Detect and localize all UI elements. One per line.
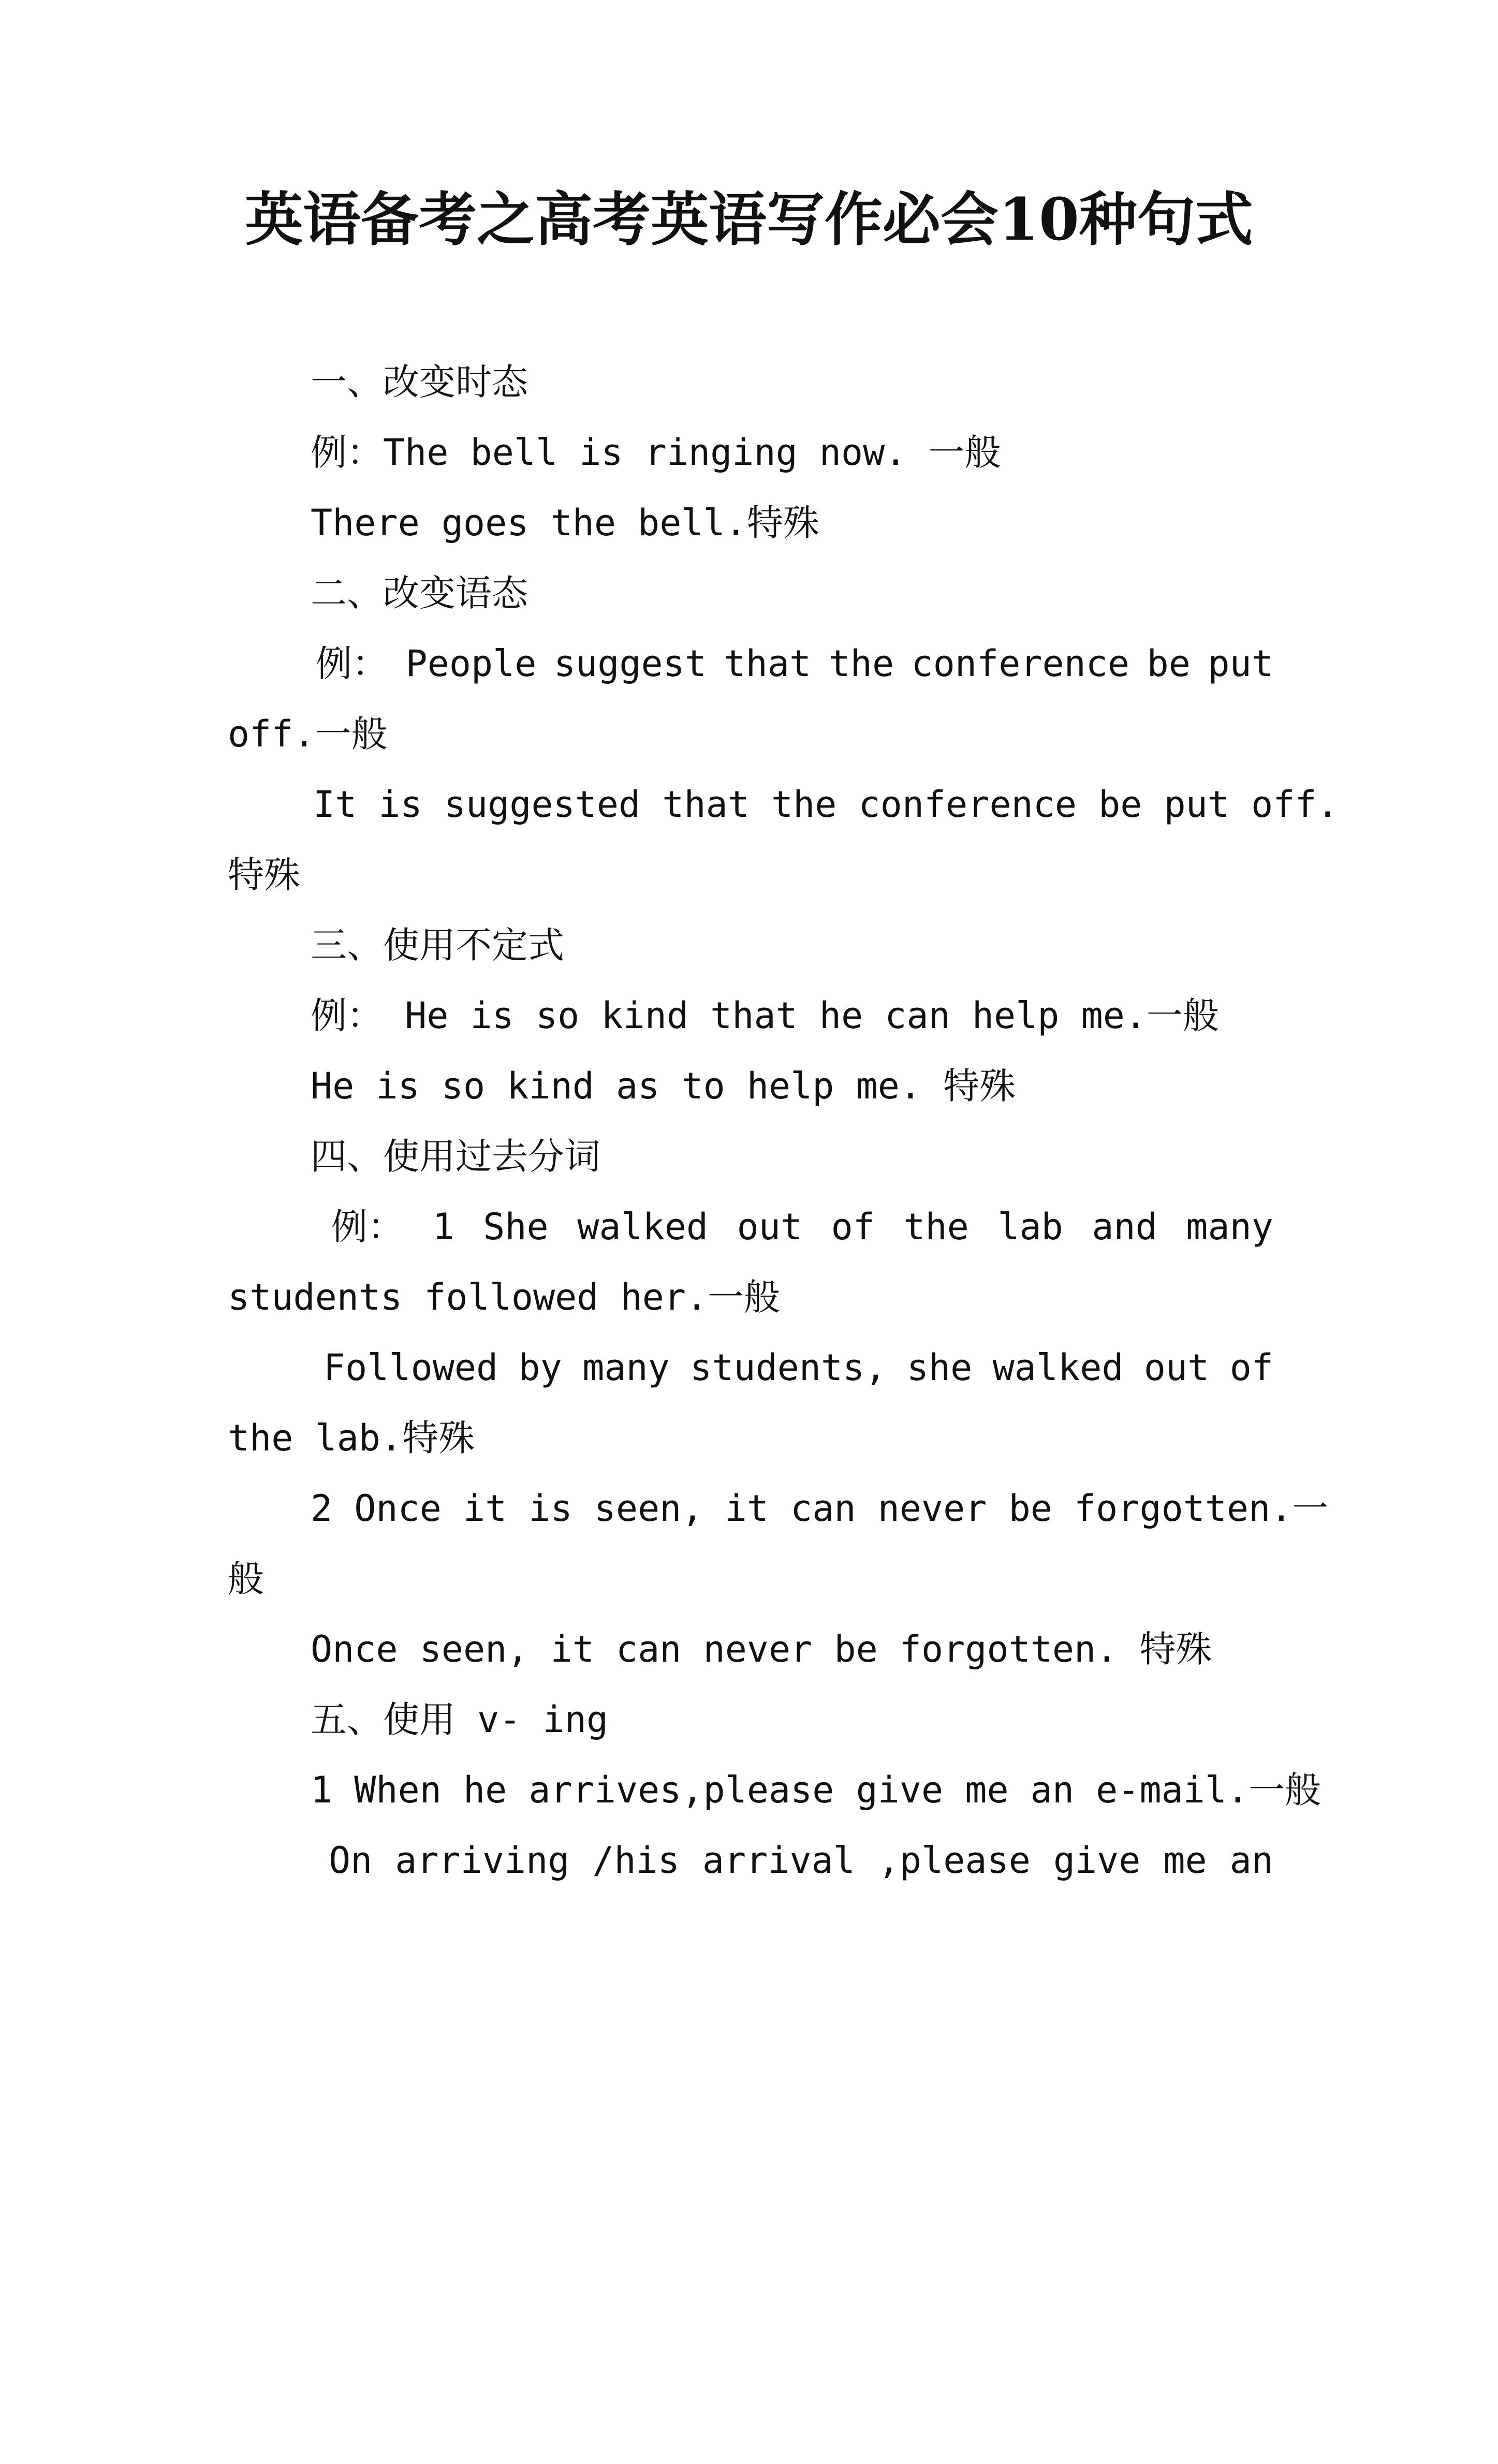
example-general-1: 例：The bell is ringing now. 一般 xyxy=(311,431,1001,474)
word: of xyxy=(1229,1346,1273,1389)
example-general-2-line1 xyxy=(316,628,1273,699)
word: walked xyxy=(992,1346,1124,1389)
example-special-4a-line1 xyxy=(324,1332,1273,1403)
word: give xyxy=(1053,1839,1141,1882)
example-special-2-line1: It is suggested that the conference be put off. xyxy=(313,783,1339,826)
example-special-4b: Once seen, it can never be forgotten. 特殊 xyxy=(311,1628,1212,1670)
word: me xyxy=(1163,1839,1207,1882)
example-special-4a-line2: the lab.特殊 xyxy=(228,1417,475,1459)
word: arrival xyxy=(702,1839,855,1882)
word: out xyxy=(737,1206,803,1248)
example-general-4a-line2: students followed her.一般 xyxy=(228,1276,781,1318)
word: the xyxy=(828,642,894,685)
example-general-4b-line1: 2 Once it is seen, it can never be forgotten.一 xyxy=(311,1487,1329,1530)
word: 例： xyxy=(316,642,388,685)
word: 例： xyxy=(331,1206,404,1248)
example-general-4b-line2: 般 xyxy=(228,1558,264,1600)
word: she xyxy=(906,1346,973,1389)
word: many xyxy=(582,1346,670,1389)
word: be xyxy=(1147,642,1191,685)
word: that xyxy=(724,642,812,685)
word: out xyxy=(1143,1346,1210,1389)
word: lab xyxy=(997,1206,1063,1248)
word: arriving xyxy=(395,1839,570,1882)
word: walked xyxy=(577,1206,709,1248)
word: the xyxy=(903,1206,969,1248)
section-heading-4: 四、使用过去分词 xyxy=(311,1135,600,1178)
word: by xyxy=(518,1346,562,1389)
word: students, xyxy=(690,1346,887,1389)
example-general-5a: 1 When he arrives,please give me an e-mail.一般 xyxy=(311,1769,1321,1811)
word: conference xyxy=(911,642,1130,685)
section-heading-2: 二、改变语态 xyxy=(311,572,528,614)
section-heading-1: 一、改变时态 xyxy=(311,361,528,403)
section-heading-5: 五、使用 v- ing xyxy=(311,1698,609,1741)
word: suggest xyxy=(553,642,707,685)
word: On xyxy=(329,1839,373,1882)
word: and xyxy=(1092,1206,1157,1248)
example-special-2-line2: 特殊 xyxy=(228,854,300,896)
word: She xyxy=(483,1206,549,1248)
word: Followed xyxy=(324,1346,498,1389)
section-heading-3: 三、使用不定式 xyxy=(311,924,564,966)
example-general-3: 例： He is so kind that he can help me.一般 xyxy=(311,994,1220,1037)
word: of xyxy=(831,1206,875,1248)
word: put xyxy=(1208,642,1273,685)
word: ,please xyxy=(877,1839,1031,1882)
word: /his xyxy=(592,1839,680,1882)
word: an xyxy=(1229,1839,1273,1882)
word: many xyxy=(1186,1206,1273,1248)
example-special-1: There goes the bell.特殊 xyxy=(311,502,819,544)
example-special-5a-line1 xyxy=(329,1825,1273,1896)
example-general-4a-line1 xyxy=(331,1192,1273,1262)
example-general-2-line2: off.一般 xyxy=(228,713,388,755)
example-special-3: He is so kind as to help me. 特殊 xyxy=(311,1065,1016,1107)
word: 1 xyxy=(432,1206,454,1248)
page-title: 英语备考之高考英语写作必会10种句式 xyxy=(245,186,1253,254)
word: People xyxy=(405,642,537,685)
